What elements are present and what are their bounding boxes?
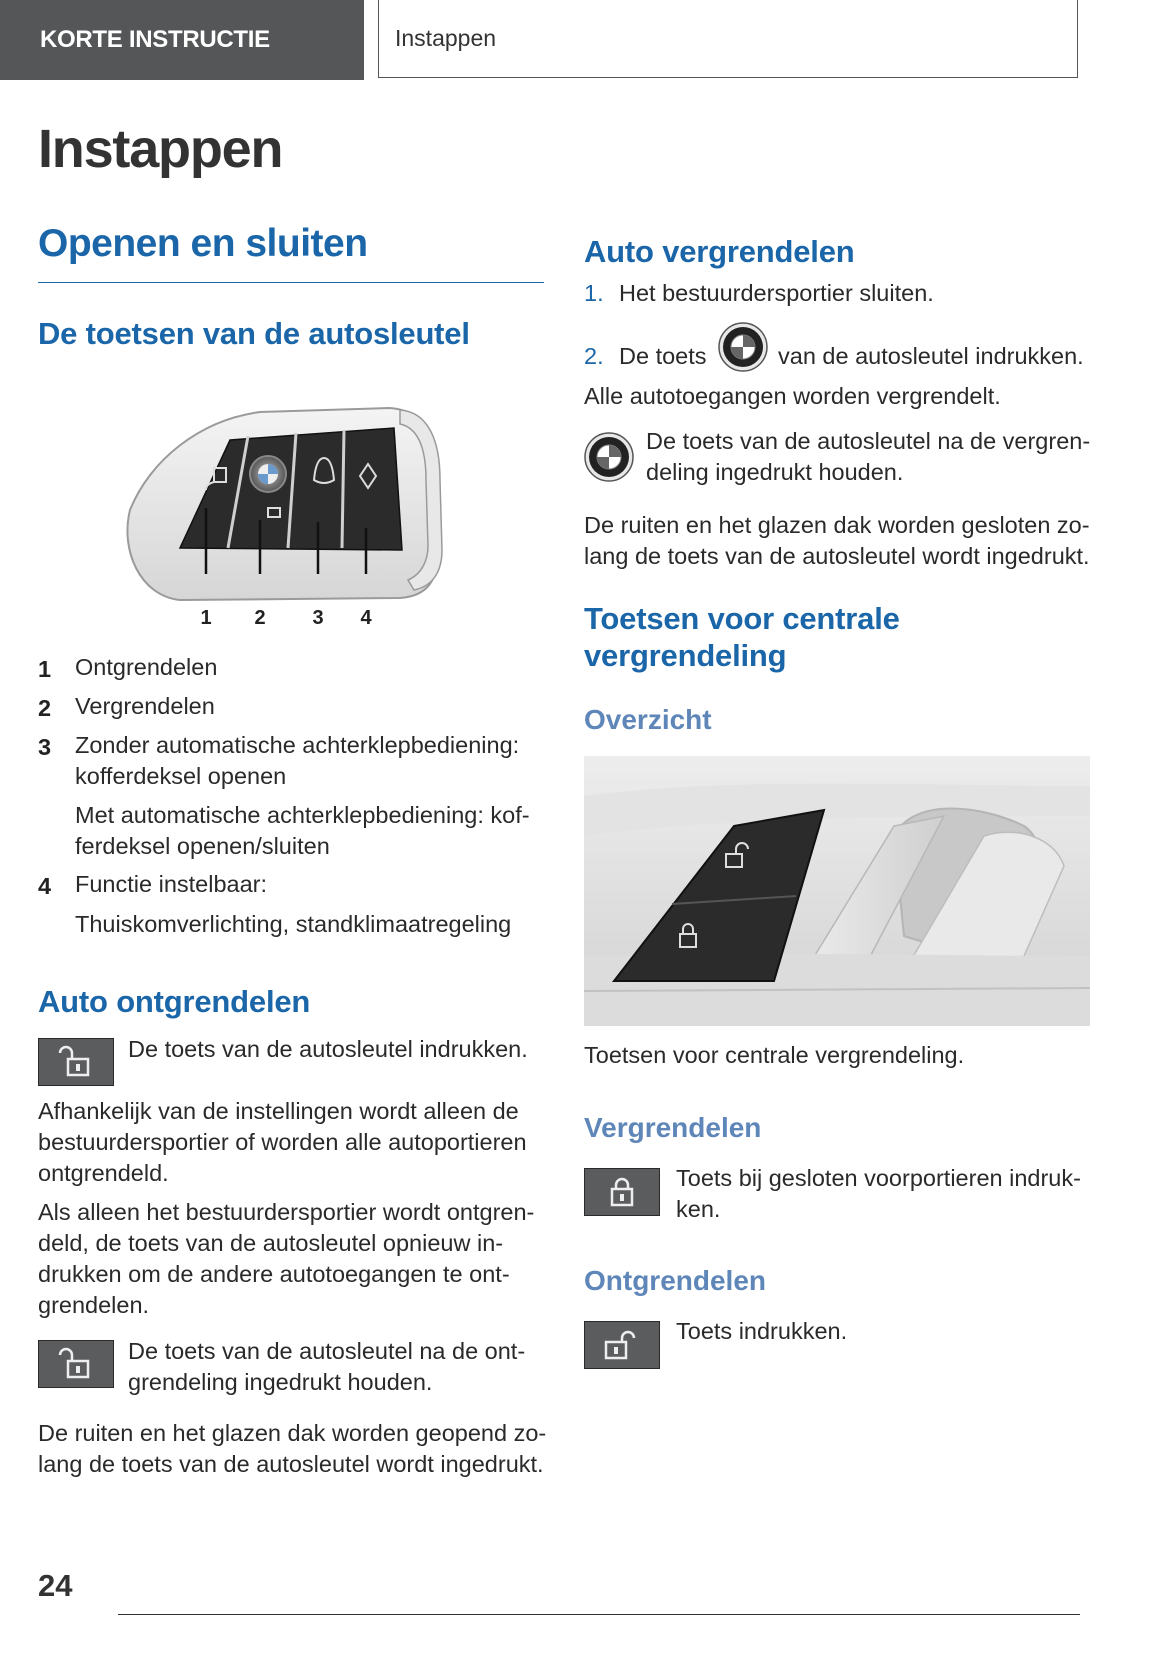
legend-text: kofferdeksel openen	[75, 763, 287, 789]
step-text: van de autosleutel indrukken.	[778, 343, 1084, 369]
legend-num: 1	[38, 656, 52, 682]
legend-num: 2	[38, 695, 52, 721]
step-number: 1.	[584, 280, 604, 306]
heading-key-buttons: De toetsen van de autosleutel	[38, 316, 470, 351]
unlock-paragraph-3: De ruiten en het glazen dak worden geopend zo- lang de toets van de autosleutel wordt ingedrukt.	[38, 1420, 547, 1477]
running-header: Instappen	[378, 0, 1078, 78]
unlock-paragraph-2: Als alleen het bestuurdersportier wordt ontgren- deld, de toets van de autosleutel opnieuw in- drukken om de andere autotoegangen te ont- grendelen.	[38, 1199, 535, 1318]
heading-unlock-car: Auto ontgrendelen	[38, 984, 311, 1019]
legend-text: Vergrendelen	[75, 693, 215, 719]
legend-text: Functie instelbaar:	[75, 871, 268, 897]
lock-hold-text: De toets van de autosleutel na de vergren- deling ingedrukt houden.	[646, 428, 1091, 485]
heading-ontgrendelen: Ontgrendelen	[584, 1265, 767, 1296]
legend-text: ferdeksel openen/sluiten	[75, 833, 330, 859]
lock-paragraph-2: De ruiten en het glazen dak worden gesloten zo- lang de toets van de autosleutel wordt ingedrukt.	[584, 512, 1090, 569]
bmw-logo-icon	[718, 322, 768, 372]
bmw-logo-icon	[584, 432, 634, 482]
figure-label-2: 2	[254, 607, 266, 629]
heading-lock-car: Auto vergrendelen	[584, 234, 855, 269]
unlock-hold-text: De toets van de autosleutel na de ont- grendeling ingedrukt houden.	[128, 1338, 526, 1395]
lock-icon	[607, 1176, 637, 1208]
unlock-central-button	[584, 1321, 660, 1369]
legend-num: 3	[38, 734, 52, 760]
unlock-icon	[56, 1045, 96, 1079]
step-text: De toets	[619, 343, 707, 369]
ontgrendelen-text: Toets indrukken.	[676, 1318, 848, 1344]
heading-vergrendelen: Vergrendelen	[584, 1112, 762, 1143]
page-title: Instappen	[38, 119, 283, 179]
unlock-key-button	[38, 1038, 114, 1086]
lock-key-button	[584, 1168, 660, 1216]
figure-label-3: 3	[312, 607, 324, 629]
legend-text: Met automatische achterklepbediening: kof-	[75, 802, 530, 828]
unlock-icon	[56, 1347, 96, 1381]
heading-open-close: Openen en sluiten	[38, 222, 368, 265]
heading-central-locking: Toetsen voor centrale vergrendeling	[584, 601, 900, 673]
vergrendelen-text: Toets bij gesloten voorportieren indruk- ken.	[676, 1165, 1081, 1222]
footer-rule	[118, 1614, 1080, 1615]
unlock-paragraph-1: Afhankelijk van de instellingen wordt alleen de bestuurdersportier of worden alle autoportieren ontgrendeld.	[38, 1098, 527, 1186]
legend-text: Thuiskomverlichting, standklimaatregeling	[75, 911, 512, 937]
figure-label-1: 1	[200, 607, 212, 629]
legend-text: Ontgrendelen	[75, 654, 218, 680]
unlock-hold-key-button	[38, 1340, 114, 1388]
heading-rule	[38, 282, 544, 283]
step-number: 2.	[584, 343, 604, 369]
legend-num: 4	[38, 873, 52, 899]
key-fob-illustration	[110, 400, 470, 636]
door-handle-photo	[584, 756, 1090, 1026]
section-tab: KORTE INSTRUCTIE	[0, 0, 364, 80]
step-text: Het bestuurdersportier sluiten.	[619, 280, 934, 306]
lock-paragraph-1: Alle autotoegangen worden vergrendelt.	[584, 383, 1001, 409]
legend-text: Zonder automatische achterklepbediening:	[75, 732, 520, 758]
page-number: 24	[38, 1568, 73, 1603]
heading-overview: Overzicht	[584, 704, 712, 735]
unlock-icon	[602, 1329, 642, 1361]
unlock-step: De toets van de autosleutel indrukken.	[128, 1036, 528, 1062]
photo-caption: Toetsen voor centrale vergrendeling.	[584, 1042, 965, 1068]
figure-label-4: 4	[360, 607, 372, 629]
